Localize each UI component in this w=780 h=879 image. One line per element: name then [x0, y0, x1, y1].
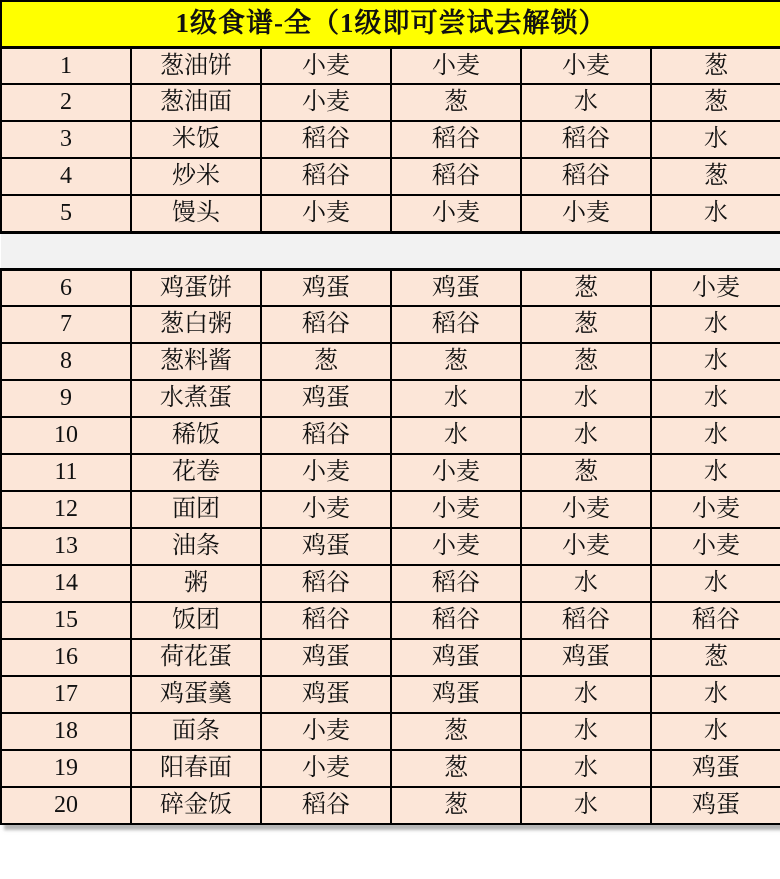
recipe-row [1, 380, 780, 417]
ingredient-2: 葱 [391, 713, 521, 750]
ingredient-3: 小麦 [521, 195, 651, 232]
recipe-number: 4 [1, 158, 131, 195]
recipe-row [1, 528, 780, 565]
ingredient-1: 小麦 [261, 491, 391, 528]
ingredient-1: 葱 [261, 343, 391, 380]
recipe-name: 饭团 [131, 602, 261, 639]
ingredient-1: 稻谷 [261, 306, 391, 343]
recipe-number: 18 [1, 713, 131, 750]
ingredient-4: 水 [651, 454, 780, 491]
recipe-name: 面条 [131, 713, 261, 750]
recipe-name: 炒米 [131, 158, 261, 195]
recipe-name: 阳春面 [131, 750, 261, 787]
recipe-row [1, 84, 780, 121]
ingredient-4: 小麦 [651, 491, 780, 528]
recipe-name: 油条 [131, 528, 261, 565]
ingredient-3: 水 [521, 676, 651, 713]
recipe-name: 荷花蛋 [131, 639, 261, 676]
ingredient-2: 葱 [391, 787, 521, 824]
recipe-row [1, 195, 780, 232]
ingredient-3: 小麦 [521, 47, 651, 84]
ingredient-1: 鸡蛋 [261, 528, 391, 565]
recipe-name: 葱料酱 [131, 343, 261, 380]
recipe-number: 9 [1, 380, 131, 417]
ingredient-3: 鸡蛋 [521, 639, 651, 676]
ingredient-2: 小麦 [391, 491, 521, 528]
recipe-number: 3 [1, 121, 131, 158]
ingredient-2: 鸡蛋 [391, 269, 521, 306]
ingredient-2: 水 [391, 417, 521, 454]
ingredient-2: 水 [391, 380, 521, 417]
ingredient-1: 小麦 [261, 750, 391, 787]
ingredient-1: 小麦 [261, 195, 391, 232]
ingredient-3: 稻谷 [521, 602, 651, 639]
recipe-row [1, 787, 780, 824]
ingredient-4: 水 [651, 380, 780, 417]
page-title: 1级食谱-全（1级即可尝试去解锁） [1, 1, 780, 47]
recipe-name: 鸡蛋羹 [131, 676, 261, 713]
ingredient-4: 稻谷 [651, 602, 780, 639]
recipe-row [1, 417, 780, 454]
recipe-row [1, 343, 780, 380]
recipe-row [1, 639, 780, 676]
ingredient-3: 水 [521, 417, 651, 454]
ingredient-1: 小麦 [261, 454, 391, 491]
recipe-name: 米饭 [131, 121, 261, 158]
ingredient-4: 水 [651, 121, 780, 158]
ingredient-1: 稻谷 [261, 787, 391, 824]
recipe-name: 葱油饼 [131, 47, 261, 84]
ingredient-2: 鸡蛋 [391, 639, 521, 676]
ingredient-1: 鸡蛋 [261, 380, 391, 417]
ingredient-1: 小麦 [261, 47, 391, 84]
separator-cell [1, 232, 780, 269]
ingredient-2: 稻谷 [391, 565, 521, 602]
recipe-name: 水煮蛋 [131, 380, 261, 417]
ingredient-3: 小麦 [521, 528, 651, 565]
ingredient-4: 水 [651, 343, 780, 380]
recipe-name: 碎金饭 [131, 787, 261, 824]
ingredient-4: 鸡蛋 [651, 787, 780, 824]
ingredient-3: 稻谷 [521, 121, 651, 158]
ingredient-4: 水 [651, 676, 780, 713]
ingredient-2: 稻谷 [391, 121, 521, 158]
recipe-row [1, 47, 780, 84]
ingredient-2: 葱 [391, 84, 521, 121]
ingredient-3: 稻谷 [521, 158, 651, 195]
ingredient-1: 鸡蛋 [261, 639, 391, 676]
recipe-number: 7 [1, 306, 131, 343]
ingredient-2: 葱 [391, 343, 521, 380]
recipe-number: 13 [1, 528, 131, 565]
ingredient-2: 稻谷 [391, 306, 521, 343]
recipe-row [1, 565, 780, 602]
ingredient-4: 小麦 [651, 528, 780, 565]
ingredient-2: 小麦 [391, 47, 521, 84]
ingredient-3: 葱 [521, 269, 651, 306]
ingredient-4: 鸡蛋 [651, 750, 780, 787]
recipe-number: 5 [1, 195, 131, 232]
ingredient-2: 鸡蛋 [391, 676, 521, 713]
recipe-name: 葱白粥 [131, 306, 261, 343]
recipe-number: 14 [1, 565, 131, 602]
ingredient-3: 水 [521, 713, 651, 750]
ingredient-2: 稻谷 [391, 158, 521, 195]
recipe-row [1, 491, 780, 528]
ingredient-1: 小麦 [261, 713, 391, 750]
recipe-name: 花卷 [131, 454, 261, 491]
recipe-row [1, 158, 780, 195]
recipe-row [1, 676, 780, 713]
separator-row [1, 232, 780, 269]
ingredient-3: 水 [521, 380, 651, 417]
ingredient-3: 水 [521, 84, 651, 121]
ingredient-3: 水 [521, 565, 651, 602]
recipe-number: 11 [1, 454, 131, 491]
recipe-number: 16 [1, 639, 131, 676]
recipe-name: 葱油面 [131, 84, 261, 121]
ingredient-1: 稻谷 [261, 417, 391, 454]
recipe-number: 1 [1, 47, 131, 84]
recipe-number: 19 [1, 750, 131, 787]
title-row [1, 1, 780, 47]
ingredient-2: 葱 [391, 750, 521, 787]
ingredient-2: 稻谷 [391, 602, 521, 639]
recipe-number: 2 [1, 84, 131, 121]
recipe-number: 17 [1, 676, 131, 713]
recipe-row [1, 750, 780, 787]
ingredient-3: 水 [521, 750, 651, 787]
ingredient-2: 小麦 [391, 528, 521, 565]
ingredient-4: 小麦 [651, 269, 780, 306]
ingredient-4: 水 [651, 306, 780, 343]
ingredient-4: 水 [651, 565, 780, 602]
ingredient-1: 鸡蛋 [261, 676, 391, 713]
recipe-row [1, 454, 780, 491]
ingredient-1: 稻谷 [261, 602, 391, 639]
ingredient-2: 小麦 [391, 454, 521, 491]
ingredient-3: 葱 [521, 454, 651, 491]
recipe-row [1, 306, 780, 343]
ingredient-4: 葱 [651, 639, 780, 676]
ingredient-3: 小麦 [521, 491, 651, 528]
recipe-row [1, 602, 780, 639]
recipe-row [1, 269, 780, 306]
ingredient-1: 鸡蛋 [261, 269, 391, 306]
recipe-number: 10 [1, 417, 131, 454]
ingredient-4: 葱 [651, 84, 780, 121]
recipe-row [1, 713, 780, 750]
recipe-number: 20 [1, 787, 131, 824]
ingredient-3: 葱 [521, 306, 651, 343]
recipe-number: 12 [1, 491, 131, 528]
recipe-name: 鸡蛋饼 [131, 269, 261, 306]
ingredient-1: 稻谷 [261, 158, 391, 195]
ingredient-3: 水 [521, 787, 651, 824]
recipe-number: 8 [1, 343, 131, 380]
recipe-row [1, 121, 780, 158]
recipe-number: 15 [1, 602, 131, 639]
recipe-name: 面团 [131, 491, 261, 528]
ingredient-1: 稻谷 [261, 565, 391, 602]
ingredient-4: 葱 [651, 47, 780, 84]
recipe-name: 粥 [131, 565, 261, 602]
recipe-name: 馒头 [131, 195, 261, 232]
ingredient-1: 稻谷 [261, 121, 391, 158]
ingredient-4: 水 [651, 417, 780, 454]
ingredient-3: 葱 [521, 343, 651, 380]
ingredient-4: 水 [651, 713, 780, 750]
recipe-name: 稀饭 [131, 417, 261, 454]
ingredient-1: 小麦 [261, 84, 391, 121]
recipe-number: 6 [1, 269, 131, 306]
ingredient-4: 葱 [651, 158, 780, 195]
ingredient-4: 水 [651, 195, 780, 232]
ingredient-2: 小麦 [391, 195, 521, 232]
